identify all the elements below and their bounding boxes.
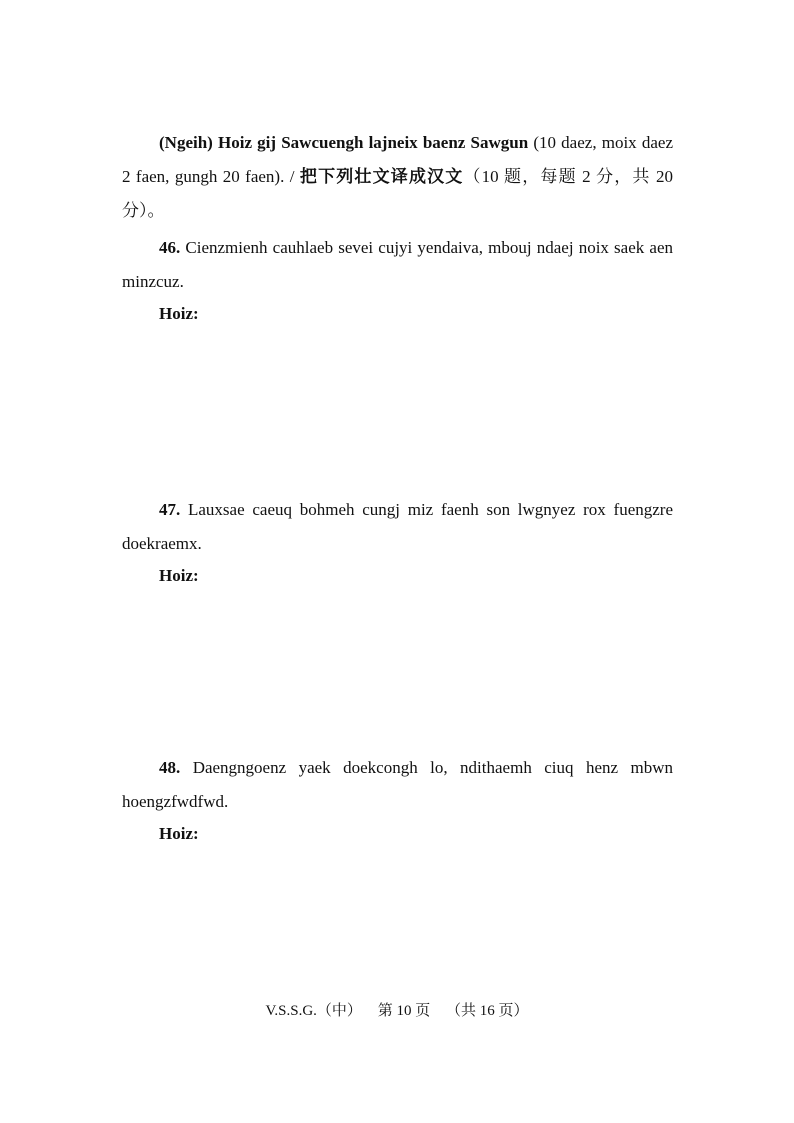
answer-label: Hoiz: — [159, 566, 199, 585]
question-text: Daengngoenz yaek doekcongh lo, ndithaemh ciuq henz mbwn hoengzfwdfwd. — [122, 758, 673, 811]
question-number: 46. — [159, 238, 181, 257]
answer-label: Hoiz: — [159, 824, 199, 843]
page-footer — [0, 996, 794, 1026]
section-heading-scoring: (10 daez, moix daez 2 faen, gungh 20 faen). / — [122, 133, 673, 186]
section-heading-title: (Ngeih) Hoiz gij Sawcuengh lajneix baenz Sawgun — [159, 133, 529, 152]
question-46 — [122, 231, 673, 299]
section-heading-cn-title: 把下列壮文译成汉文 — [299, 167, 464, 187]
question-number: 47. — [159, 500, 181, 519]
question-number: 48. — [159, 758, 181, 777]
question-47 — [122, 493, 673, 561]
exam-page — [122, 0, 673, 1123]
footer-code: V.S.S.G.（中） — [265, 1003, 362, 1019]
question-text: Lauxsae caeuq bohmeh cungj miz faenh son lwgnyez rox fuengzre doekraemx. — [122, 500, 673, 553]
section-heading-cn-scoring: （10 题，每题 2 分，共 20 分）。 — [122, 167, 674, 220]
section-heading — [122, 126, 673, 228]
footer-total-pages: （共 16 页） — [445, 1003, 529, 1019]
question-48 — [122, 751, 673, 819]
answer-label: Hoiz: — [159, 304, 199, 323]
question-text: Cienzmienh cauhlaeb sevei cujyi yendaiva, mbouj ndaej noix saek aen minzcuz. — [122, 238, 673, 291]
footer-page-number: 第 10 页 — [377, 1003, 431, 1019]
